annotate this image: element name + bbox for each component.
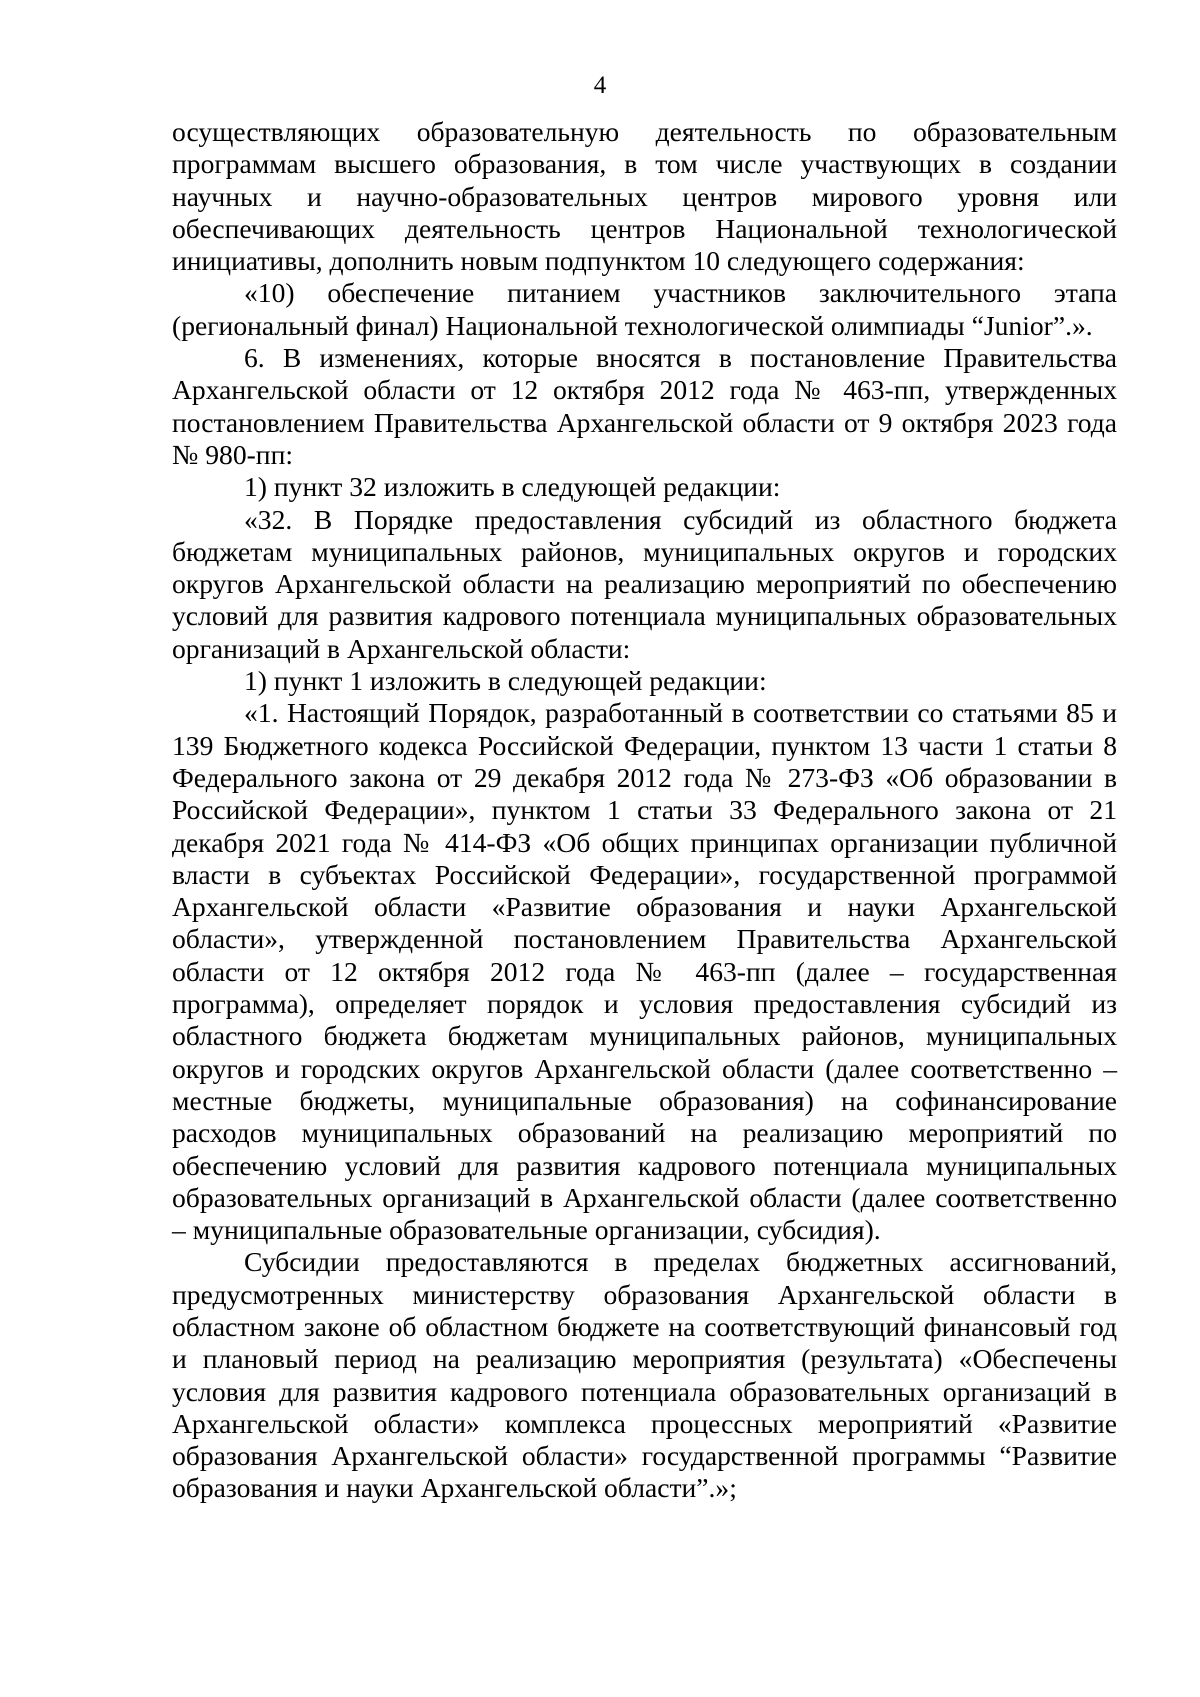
paragraph-subitem-10: «10) обеспечение питанием участников заключительного этапа (региональный финал) Национальной технологической олимпиады “Junior”.». (172, 277, 1117, 341)
document-body (172, 116, 1117, 1505)
paragraph-point-32-text: «32. В Порядке предоставления субсидий из областного бюджета бюджетам муниципальных районов, муниципальных округов и городских округов Архангельской области на реализацию мероприятий по обеспечению условий для развития кадрового потенциала муниципальных образовательных организаций в Архангельской области: (172, 503, 1117, 664)
paragraph-subsidies: Субсидии предоставляются в пределах бюджетных ассигнований, предусмотренных министерству образования Архангельской области в областном законе об областном бюджете на соответствующий финансовый год и плановый период на реализацию мероприятия (результата) «Обеспечены условия для развития кадрового потенциала образовательных организаций в Архангельской области» комплекса процессных мероприятий «Развитие образования Архангельской области» государственной программы “Развитие образования и науки Архангельской области”.»; (172, 1246, 1117, 1504)
page-number: 4 (593, 72, 607, 99)
paragraph-continuation: осуществляющих образовательную деятельность по образовательным программам высшего образования, в том числе участвующих в создании научных и научно-образовательных центров мирового уровня или обеспечивающих деятельность центров Национальной технологической инициативы, дополнить новым подпунктом 10 следующего содержания: (172, 116, 1117, 277)
paragraph-point-1-text: «1. Настоящий Порядок, разработанный в соответствии со статьями 85 и 139 Бюджетного кодекса Российской Федерации, пунктом 13 части 1 статьи 8 Федерального закона от 29 декабря 2012 года № 273-ФЗ «Об образовании в Российской Федерации», пунктом 1 статьи 33 Федерального закона от 21 декабря 2021 года № 414-ФЗ «Об общих принципах организации публичной власти в субъектах Российской Федерации», государственной программой Архангельской области «Развитие образования и науки Архангельской области», утвержденной постановлением Правительства Архангельской области от 12 октября 2012 года № 463-пп (далее – государственная программа), определяет порядок и условия предоставления субсидий из областного бюджета бюджетам муниципальных районов, муниципальных округов и городских округов Архангельской области (далее соответственно – местные бюджеты, муниципальные образования) на софинансирование расходов муниципальных образований на реализацию мероприятий по обеспечению условий для развития кадрового потенциала муниципальных образовательных организаций в Архангельской области (далее соответственно – муниципальные образовательные организации, субсидия). (172, 697, 1117, 1246)
paragraph-point-32-intro: 1) пункт 32 изложить в следующей редакции: (244, 471, 781, 503)
paragraph-item-6: 6. В изменениях, которые вносятся в постановление Правительства Архангельской области от 12 октября 2012 года № 463-пп, утвержденных постановлением Правительства Архангельской области от 9 октября 2023 года № 980-пп: (172, 342, 1117, 470)
paragraph-point-1-intro: 1) пункт 1 изложить в следующей редакции: (244, 665, 767, 697)
